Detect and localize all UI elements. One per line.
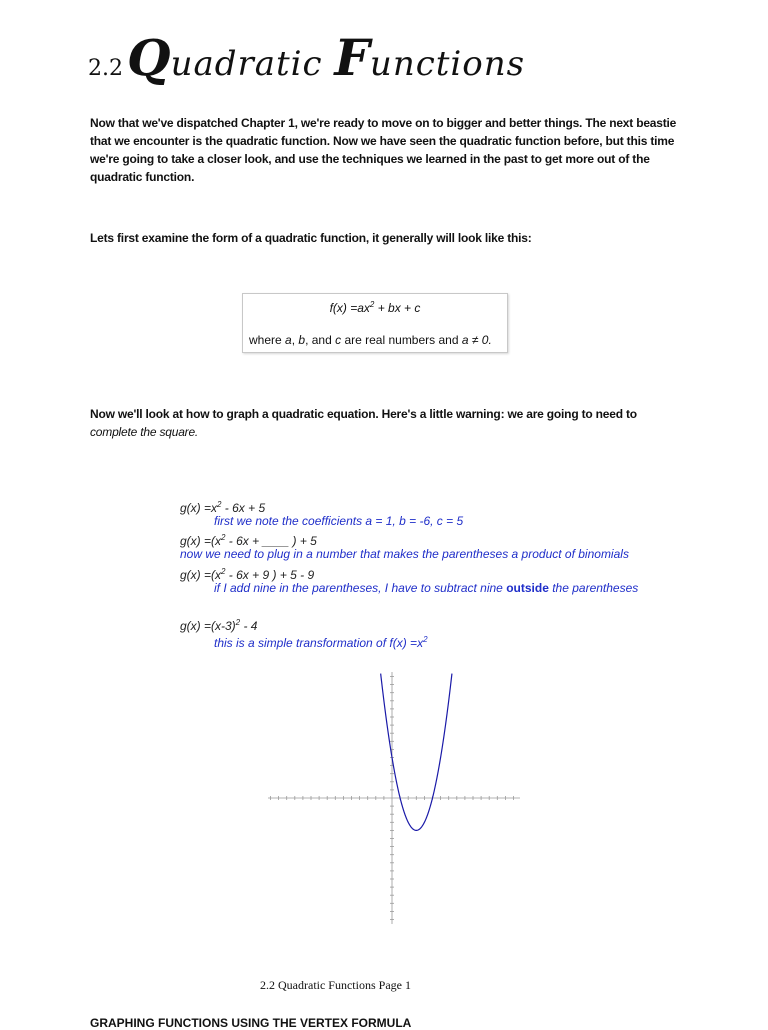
step-2-equation: $g(x) =(x^2 - 6x$ + ____ ) + 5 bbox=[180, 533, 317, 548]
title-word-functions: unctions bbox=[369, 44, 526, 84]
graph-axes bbox=[268, 672, 520, 924]
page-footer: 2.2 Quadratic Functions Page 1 bbox=[260, 978, 411, 992]
intro-paragraph: Now that we've dispatched Chapter 1, we're ready to move on to bigger and better things. The next beastie that we encounter is the quadratic function. Now we have seen the quadratic function before, but this time we're going to take a closer look, and use the techniques we learned in the past to get more out of the quadratic function. bbox=[90, 116, 677, 184]
title-number: 2.2 bbox=[88, 56, 123, 81]
parabola-graph bbox=[268, 672, 520, 924]
formula-box bbox=[242, 293, 508, 353]
parabola-curve bbox=[381, 674, 452, 831]
title-initial-q: Q bbox=[127, 28, 171, 87]
step-2-note: now we need to plug in a number that makes the parentheses a product of binomials bbox=[180, 547, 629, 561]
step-4-note: this is a simple transformation of $f(x) =x^2$ bbox=[214, 635, 428, 650]
formula-conditions: where a, b, and c are real numbers and a ≠ 0. bbox=[249, 333, 492, 347]
step-4-equation: $g(x) =(x-3)^2 - 4$ bbox=[180, 618, 258, 633]
step-1-equation: $g(x) =x^2 - 6x + 5$ bbox=[180, 500, 266, 515]
next-section-heading: GRAPHING FUNCTIONS USING THE VERTEX FORMULA bbox=[90, 1016, 412, 1030]
title-word-quadratic: uadratic bbox=[170, 44, 323, 84]
step-3-equation: $g(x) =(x^2 - 6x + 9$ ) + 5 - 9 bbox=[180, 567, 315, 582]
complete-the-square-text: complete the square. bbox=[90, 425, 199, 439]
step-3-note: if I add nine in the parentheses, I have to subtract nine outside the parentheses bbox=[214, 581, 639, 595]
title-initial-f: F bbox=[334, 28, 370, 87]
graph-intro-paragraph: Now we'll look at how to graph a quadratic equation. Here's a little warning: we are going to need to complete the square. bbox=[90, 407, 637, 439]
examine-paragraph: Lets first examine the form of a quadratic function, it generally will look like this: bbox=[90, 231, 532, 245]
step-1-note: first we note the coefficients a = 1, b = -6, c = 5 bbox=[214, 514, 464, 528]
general-formula: $f(x) =ax^2$ + bx + c bbox=[329, 300, 421, 315]
page-title bbox=[88, 28, 525, 88]
